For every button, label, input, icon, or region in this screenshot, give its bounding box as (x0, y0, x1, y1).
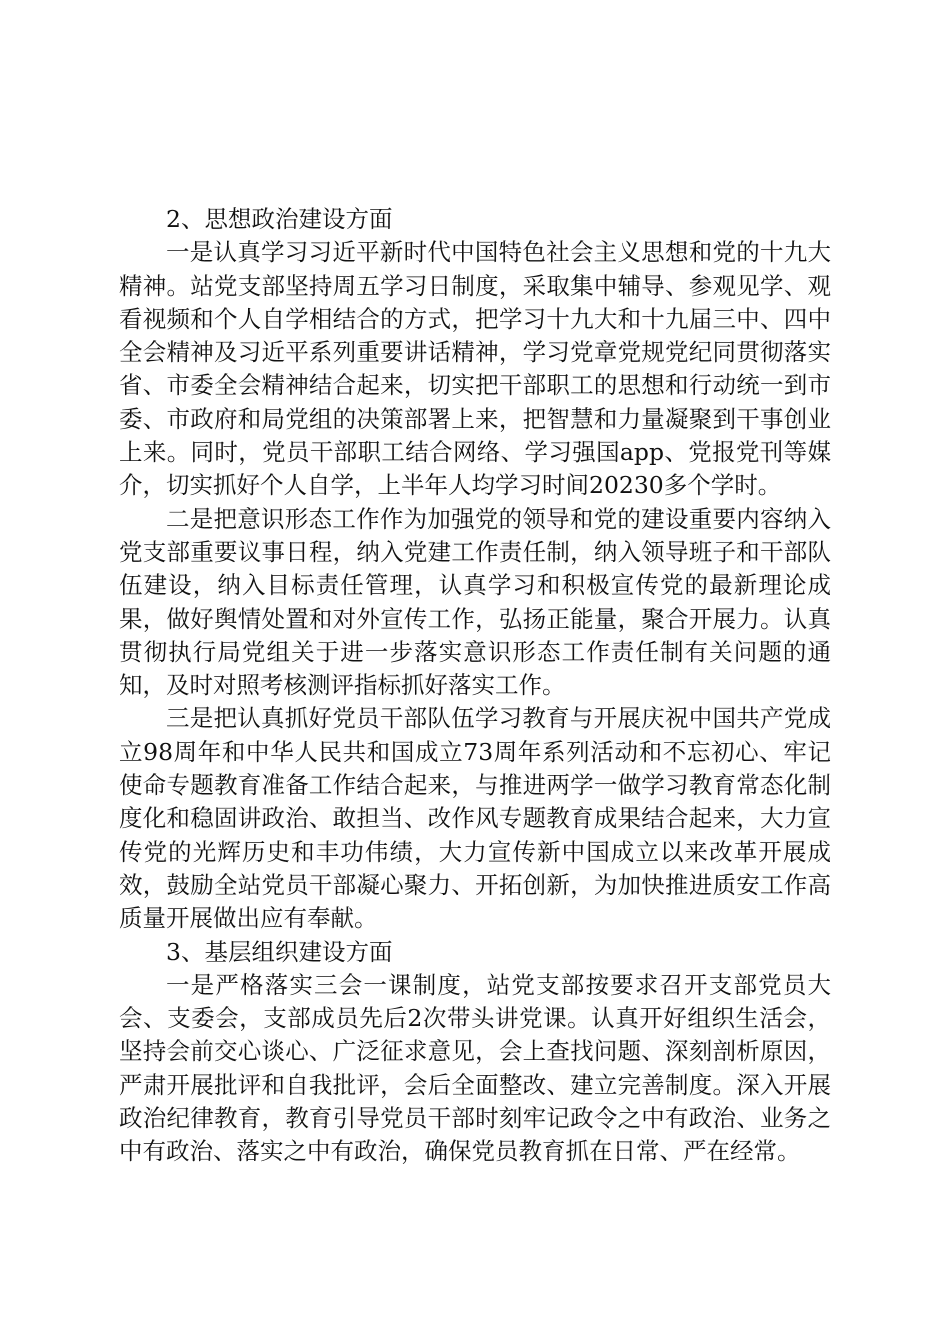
paragraph-party-education: 三是把认真抓好党员干部队伍学习教育与开展庆祝中国共产党成立98周年和中华人民共和国成立73周年系列活动和不忘初心、牢记使命专题教育准备工作结合起来，与推进两学一做学习教育常态化制度化和稳固讲政治、敢担当、改作风专题教育成果结合起来，大力宣传党的光辉历史和丰功伟绩，大力宣传新中国成立以来改革开展成效，鼓励全站党员干部凝心聚力、开拓创新，为加快推进质安工作高质量开展做出应有奉献。 (119, 704, 831, 933)
document-body (119, 203, 831, 1169)
section-heading-grassroots-organization: 3、基层组织建设方面 (166, 937, 393, 966)
paragraph-study-thought: 一是认真学习习近平新时代中国特色社会主义思想和党的十九大精神。站党支部坚持周五学习日制度，采取集中辅导、参观见学、观看视频和个人自学相结合的方式，把学习十九大和十九届三中、四中全会精神及习近平系列重要讲话精神，学习党章党规党纪同贯彻落实省、市委全会精神结合起来，切实把干部职工的思想和行动统一到市委、市政府和局党组的决策部署上来，把智慧和力量凝聚到干事创业上来。同时，党员干部职工结合网络、学习强国app、党报党刊等媒介，切实抓好个人自学，上半年人均学习时间20230多个学时。 (119, 238, 831, 500)
paragraph-three-meetings: 一是严格落实三会一课制度，站党支部按要求召开支部党员大会、支委会，支部成员先后2次带头讲党课。认真开好组织生活会，坚持会前交心谈心、广泛征求意见，会上查找问题、深刻剖析原因，严肃开展批评和自我批评，会后全面整改、建立完善制度。深入开展政治纪律教育，教育引导党员干部时刻牢记政令之中有政治、业务之中有政治、落实之中有政治，确保党员教育抓在日常、严在经常。 (119, 970, 831, 1166)
section-heading-ideological-political: 2、思想政治建设方面 (166, 205, 393, 233)
paragraph-ideology-work: 二是把意识形态工作作为加强党的领导和党的建设重要内容纳入党支部重要议事日程，纳入党建工作责任制，纳入领导班子和干部队伍建设，纳入目标责任管理，认真学习和积极宣传党的最新理论成果，做好舆情处置和对外宣传工作，弘扬正能量，聚合开展力。认真贯彻执行局党组关于进一步落实意识形态工作责任制有关问题的通知，及时对照考核测评指标抓好落实工作。 (119, 504, 831, 700)
